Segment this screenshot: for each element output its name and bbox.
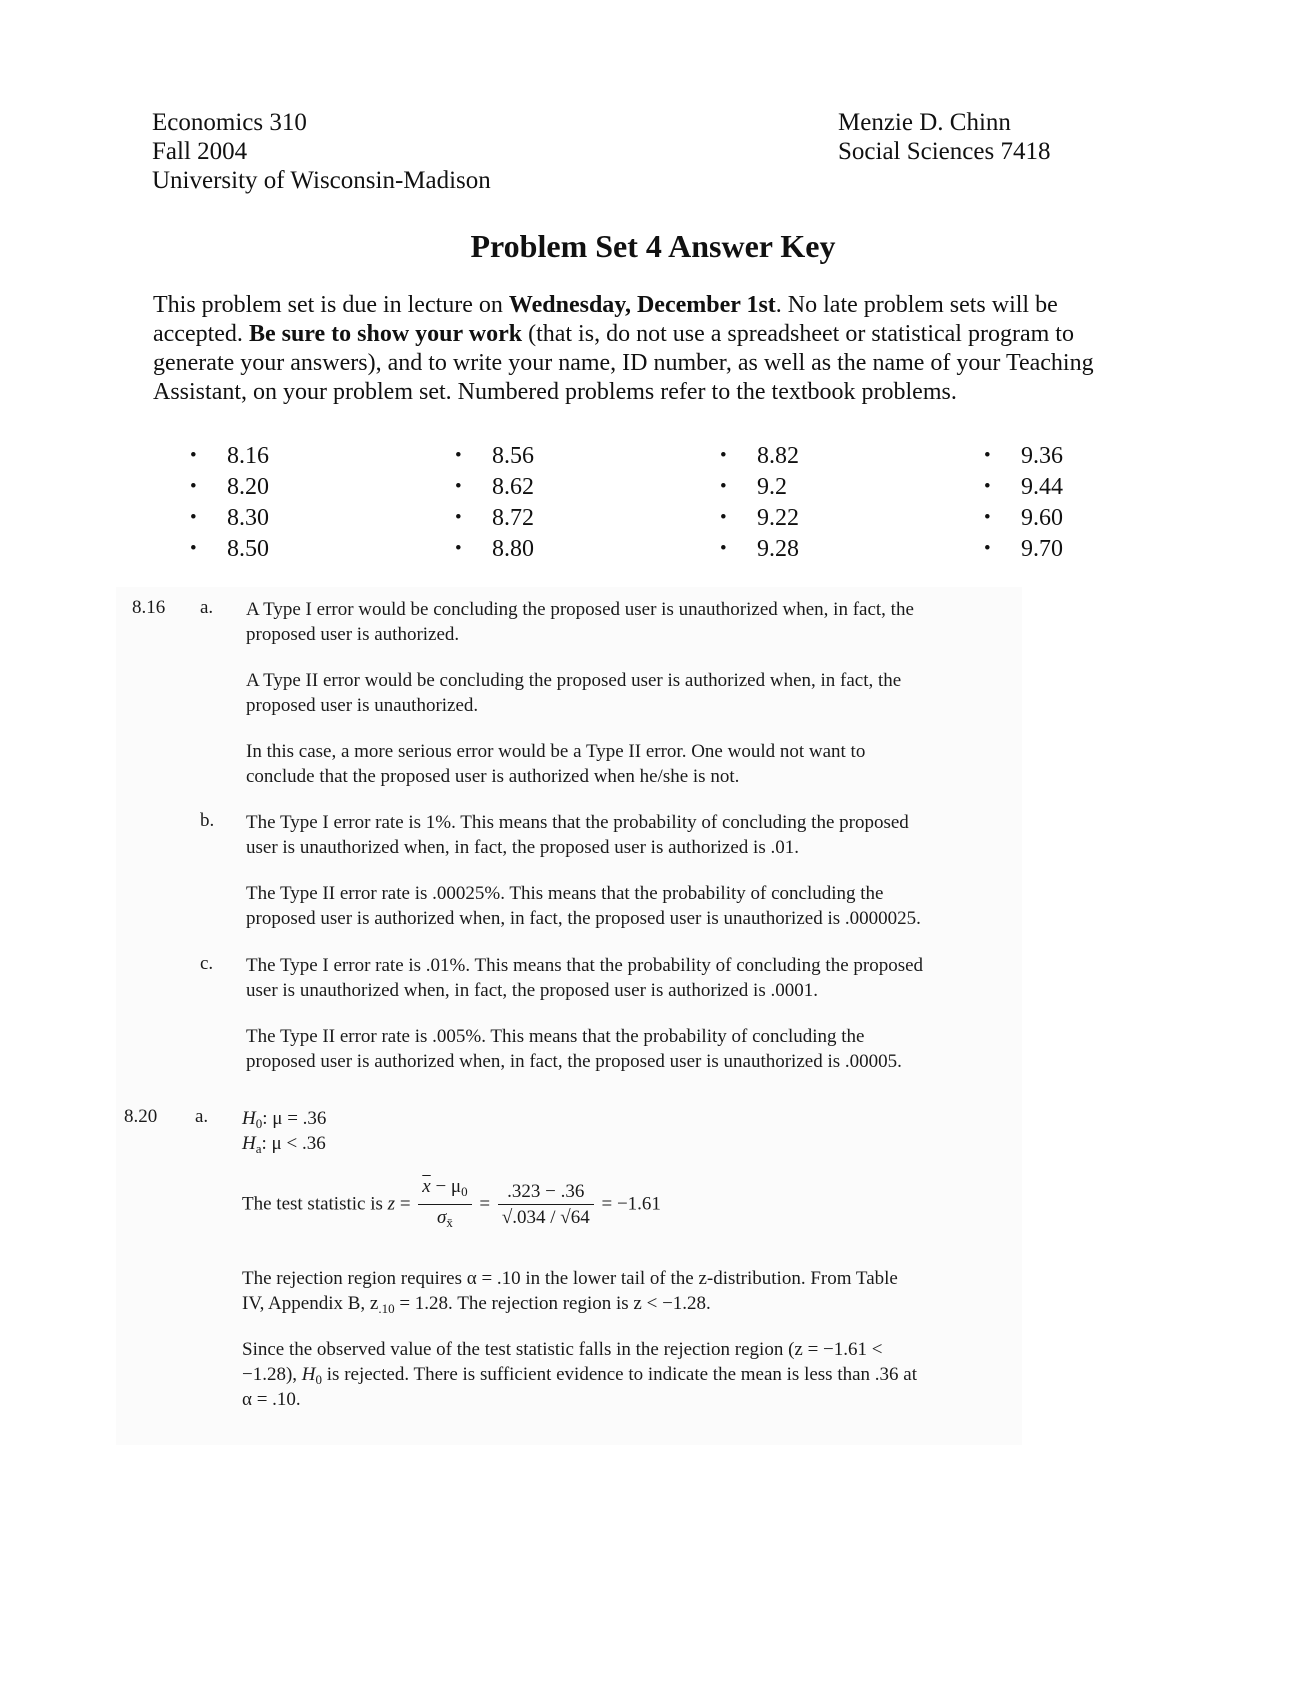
answer-8-16-b-line-2: user is unauthorized when, in fact, the proposed user is authorized is .01. bbox=[246, 837, 799, 858]
answer-8-16-b-line-1: The Type I error rate is 1%. This means that the probability of concluding the proposed bbox=[246, 812, 909, 833]
answer-number-8-20: 8.20 bbox=[124, 1106, 158, 1127]
answer-8-16-c-line-1: The Type I error rate is .01%. This means that the probability of concluding the proposed bbox=[246, 955, 924, 976]
answer-8-16-b-line-3: The Type II error rate is .00025%. This means that the probability of concluding the bbox=[246, 883, 884, 904]
list-item: • 9.2 bbox=[720, 471, 799, 502]
answer-number-8-16: 8.16 bbox=[132, 597, 166, 618]
bullet-icon: • bbox=[720, 507, 727, 528]
answer-8-16-b-line-4: proposed user is authorized when, in fact, the proposed user is unauthorized is .0000025. bbox=[246, 908, 921, 929]
bullet-icon: • bbox=[720, 445, 727, 466]
intro-paragraph bbox=[153, 291, 1153, 407]
list-item: • 8.80 bbox=[455, 533, 534, 564]
rejection-region-line-1: The rejection region requires α = .10 in the lower tail of the z-distribution. From Table bbox=[242, 1268, 898, 1289]
intro-text-2: . No late problem sets will be accepted. bbox=[153, 292, 1058, 347]
test-statistic-value: = −1.61 bbox=[596, 1193, 661, 1215]
bullet-icon: • bbox=[984, 445, 991, 466]
instructor-office: Social Sciences 7418 bbox=[838, 138, 1051, 165]
rejection-region-line-2: IV, Appendix B, $z_{.10} = 1.28$. The rejection region is z < −1.28. bbox=[242, 1293, 711, 1316]
answer-8-16-a-line-6: conclude that the proposed user is authorized when he/she is not. bbox=[246, 766, 740, 787]
formula-fraction: $\frac{\overline{x} - \mu_0}{\sigma_{x̄}}$ bbox=[418, 1176, 471, 1234]
test-statistic-equation: The test statistic is z = $\frac{\overline{x} - \mu_0}{\sigma_{x̄}}$ = $\frac{.323 - .36}{√.034 / √64}$ = −1.61 bbox=[242, 1176, 661, 1234]
due-date: Wednesday, December 1st bbox=[508, 292, 776, 318]
list-item: • 9.28 bbox=[720, 533, 799, 564]
list-item: • 8.50 bbox=[190, 533, 269, 564]
list-item: • 8.20 bbox=[190, 471, 269, 502]
bullet-icon: • bbox=[720, 476, 727, 497]
bullet-icon: • bbox=[720, 538, 727, 559]
answer-8-16-c-line-3: The Type II error rate is .005%. This means that the probability of concluding the bbox=[246, 1026, 865, 1047]
list-item: • 9.22 bbox=[720, 502, 799, 533]
computation-fraction: $\frac{.323 - .36}{√.034 / √64}$ bbox=[498, 1181, 594, 1229]
bullet-icon: • bbox=[984, 538, 991, 559]
bullet-icon: • bbox=[984, 507, 991, 528]
list-item: • 9.60 bbox=[984, 502, 1063, 533]
show-work-note: Be sure to show your work bbox=[248, 321, 523, 347]
bullet-icon: • bbox=[455, 538, 462, 559]
intro-text-3: (that is, do not use a spreadsheet or statistical program to generate your answers), and to write your name, ID number, as well as the name of your Teaching Assistant, on your problem set. Numbered problems refer to the textbook problems. bbox=[153, 321, 1094, 405]
list-item: • 8.30 bbox=[190, 502, 269, 533]
list-item: • 8.62 bbox=[455, 471, 534, 502]
university: University of Wisconsin-Madison bbox=[152, 167, 491, 194]
answer-8-16-a-line-5: In this case, a more serious error would be a Type II error. One would not want to bbox=[246, 741, 866, 762]
list-item: • 8.82 bbox=[720, 440, 799, 471]
bullet-icon: • bbox=[455, 507, 462, 528]
list-item: • 8.72 bbox=[455, 502, 534, 533]
bullet-icon: • bbox=[455, 445, 462, 466]
answer-8-16-a-line-3: A Type II error would be concluding the proposed user is authorized when, in fact, the bbox=[246, 670, 902, 691]
list-item: • 9.44 bbox=[984, 471, 1063, 502]
bullet-icon: • bbox=[190, 507, 197, 528]
course-name: Economics 310 bbox=[152, 109, 307, 136]
conclusion-line-2: −1.28), $H_0$ is rejected. There is sufficient evidence to indicate the mean is less than .36 at bbox=[242, 1364, 917, 1387]
answer-8-16-a-line-1: A Type I error would be concluding the proposed user is unauthorized when, in fact, the bbox=[246, 599, 914, 620]
conclusion-line-1: Since the observed value of the test statistic falls in the rejection region (z = −1.61 < bbox=[242, 1339, 883, 1360]
null-hypothesis: $H_0$: μ = .36 bbox=[242, 1108, 327, 1131]
problem-column-1 bbox=[190, 440, 269, 564]
term: Fall 2004 bbox=[152, 138, 248, 165]
part-label-a-8-20: a. bbox=[195, 1106, 209, 1127]
list-item: • 9.36 bbox=[984, 440, 1063, 471]
list-item: • 8.16 bbox=[190, 440, 269, 471]
problem-column-3 bbox=[720, 440, 799, 564]
bullet-icon: • bbox=[190, 445, 197, 466]
bullet-icon: • bbox=[984, 476, 991, 497]
list-item: • 8.56 bbox=[455, 440, 534, 471]
bullet-icon: • bbox=[190, 538, 197, 559]
list-item: • 9.70 bbox=[984, 533, 1063, 564]
part-label-b: b. bbox=[200, 810, 215, 831]
part-label-c: c. bbox=[200, 953, 214, 974]
bullet-icon: • bbox=[190, 476, 197, 497]
page-title: Problem Set 4 Answer Key bbox=[470, 228, 836, 264]
intro-text-1: This problem set is due in lecture on bbox=[153, 292, 509, 318]
alternative-hypothesis: $H_a$: μ < .36 bbox=[242, 1133, 326, 1156]
answer-8-16-a-line-4: proposed user is unauthorized. bbox=[246, 695, 479, 716]
answer-8-16-c-line-4: proposed user is authorized when, in fact, the proposed user is unauthorized is .00005. bbox=[246, 1051, 902, 1072]
instructor-name: Menzie D. Chinn bbox=[838, 109, 1011, 136]
problem-column-2 bbox=[455, 440, 534, 564]
bullet-icon: • bbox=[455, 476, 462, 497]
part-label-a: a. bbox=[200, 597, 214, 618]
problem-column-4 bbox=[984, 440, 1063, 564]
answer-8-16-c-line-2: user is unauthorized when, in fact, the proposed user is authorized is .0001. bbox=[246, 980, 818, 1001]
answer-8-16-a-line-2: proposed user is authorized. bbox=[246, 624, 460, 645]
conclusion-line-3: α = .10. bbox=[242, 1389, 301, 1410]
